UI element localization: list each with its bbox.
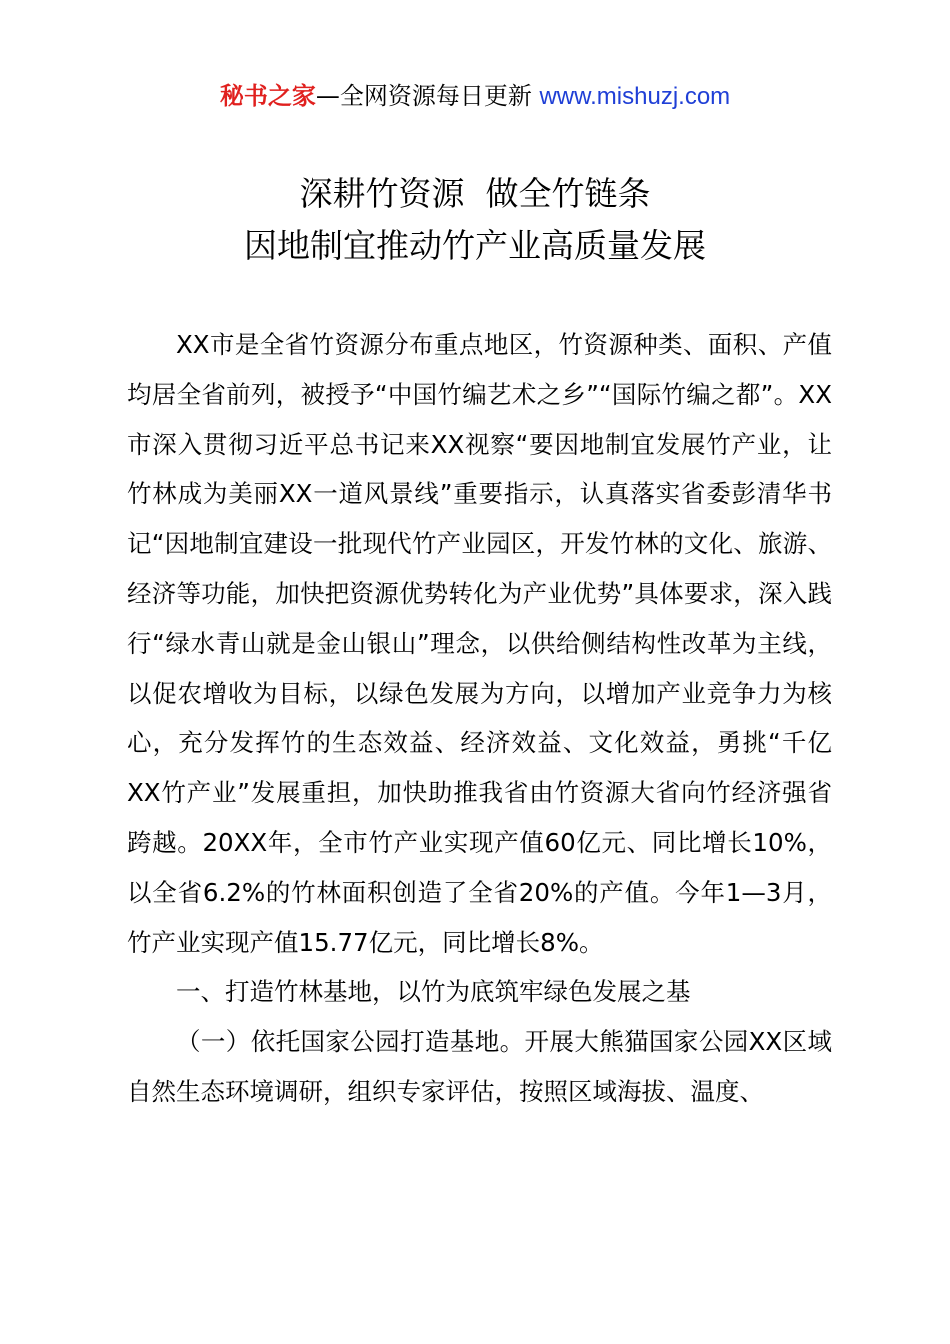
body-paragraph-1-1: （一）依托国家公园打造基地。开展大熊猫国家公园XX区域自然生态环境调研，组织专家评估，按照区域海拔、温度、 [127,1027,832,1106]
header-url-link[interactable]: www.mishuzj.com [539,83,731,110]
document-body [127,320,832,1117]
body-paragraph-intro: XX市是全省竹资源分布重点地区，竹资源种类、面积、产值均居全省前列，被授予“中国竹编艺术之乡”“国际竹编之都”。XX市深入贯彻习近平总书记来XX视察“要因地制宜发展竹产业，让竹林成为美丽XX一道风景线”重要指示，认真落实省委彭清华书记“因地制宜建设一批现代竹产业园区，开发竹林的文化、旅游、经济等功能，加快把资源优势转化为产业优势”具体要求，深入践行“绿水青山就是金山银山”理念，以供给侧结构性改革为主线，以促农增收为目标，以绿色发展为方向，以增加产业竞争力为核心，充分发挥竹的生态效益、经济效益、文化效益，勇挑“千亿XX竹产业”发展重担，加快助推我省由竹资源大省向竹经济强省跨越。20XX年，全市竹产业实现产值60亿元、同比增长10%，以全省6.2%的竹林面积创造了全省20%的产值。今年1—3月，竹产业实现产值15.77亿元，同比增长8%。 [127,330,832,957]
section-heading-1: 一、打造竹林基地，以竹为底筑牢绿色发展之基 [176,977,691,1007]
page-header [0,80,950,113]
title-line-1: 深耕竹资源 做全竹链条 [299,174,651,213]
document-title [0,168,950,272]
brand-name: 秘书之家 [219,82,316,110]
header-tagline: —全网资源每日更新 [315,82,532,110]
title-line-2: 因地制宜推动竹产业高质量发展 [244,226,706,265]
